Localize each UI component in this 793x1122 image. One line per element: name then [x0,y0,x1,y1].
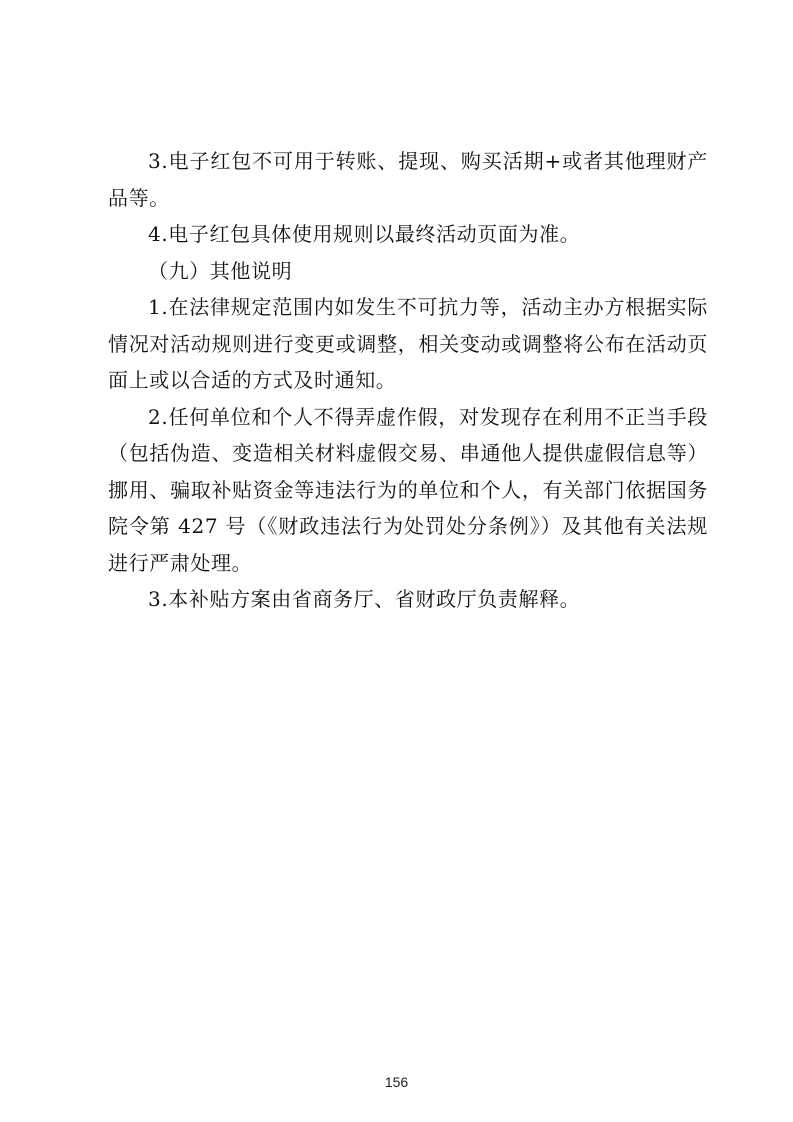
paragraph-fraud-penalty: 2.任何单位和个人不得弄虚作假，对发现存在利用不正当手段（包括伪造、变造相关材料虚假交易、串通他人提供虚假信息等）挪用、骗取补贴资金等违法行为的单位和个人，有关部门依据国务院令第 427 号（《财政违法行为处罚处分条例》）及其他有关法规进行严肃处理。 [108,404,708,575]
document-body [108,143,708,618]
paragraph-interpretation: 3.本补贴方案由省商务厅、省财政厅负责解释。 [148,587,581,611]
page-number: 156 [384,1074,409,1090]
paragraph-red-packet-rules: 4.电子红包具体使用规则以最终活动页面为准。 [148,222,581,246]
paragraph-red-packet-usage-restriction: 3.电子红包不可用于转账、提现、购买活期+或者其他理财产品等。 [108,149,708,210]
section-heading-other-notes: （九）其他说明 [148,258,293,283]
paragraph-force-majeure: 1.在法律规定范围内如发生不可抗力等，活动主办方根据实际情况对活动规则进行变更或调整，相关变动或调整将公布在活动页面上或以合适的方式及时通知。 [108,295,708,392]
